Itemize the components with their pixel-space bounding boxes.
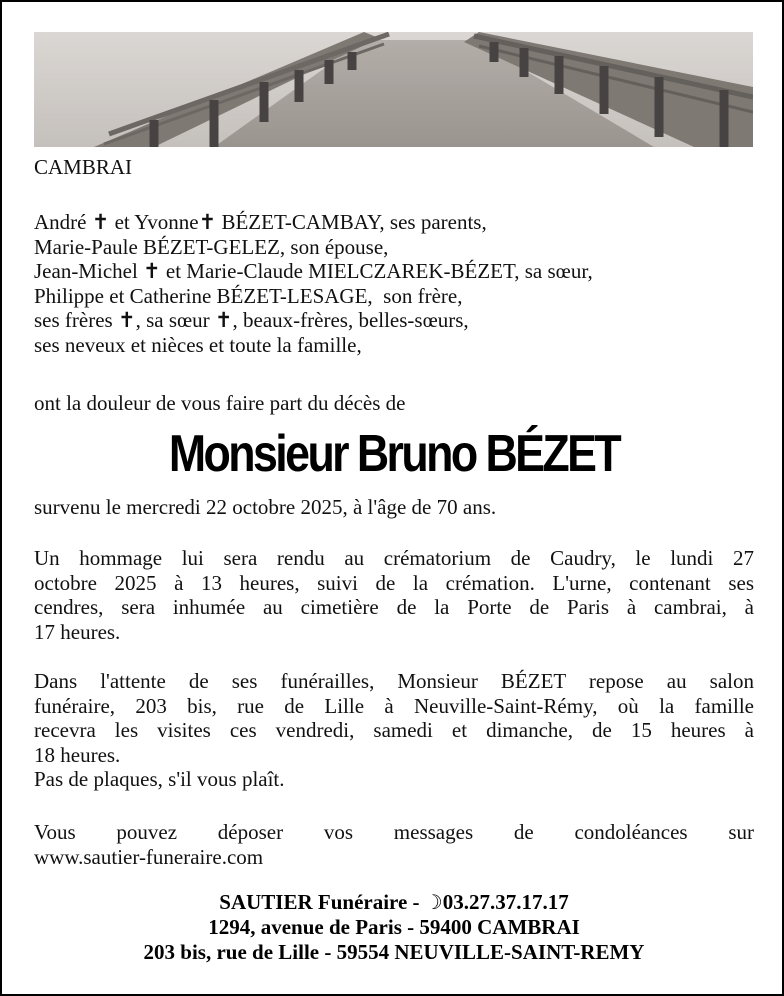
city-heading	[34, 155, 754, 180]
bridge-image	[34, 32, 753, 147]
no-plaques-text: Pas de plaques, s'il vous plaît.	[34, 767, 285, 791]
header-photo-bridge	[34, 32, 753, 147]
ceremony-line: 17 heures.	[34, 619, 121, 644]
deceased-name: Monsieur Bruno BÉZET	[168, 425, 620, 483]
condolences-paragraph	[34, 820, 754, 869]
funeral-home-name: SAUTIER Funéraire -	[219, 890, 425, 914]
family-list	[34, 210, 754, 357]
death-date-text: survenu le mercredi 22 octobre 2025, à l'âge de 70 ans.	[34, 495, 497, 519]
family-line-parents: André ✝ et Yvonne✝ BÉZET-CAMBAY, ses parents,	[34, 210, 487, 234]
visitation-line: Dans l'attente de ses funérailles, Monsieur BÉZET repose au salon	[34, 669, 754, 693]
phone-icon: ☽	[424, 890, 443, 914]
visitation-paragraph	[34, 669, 754, 792]
cross-icon: ✝	[214, 308, 233, 332]
family-line-relatives: ses neveux et nièces et toute la famille,	[34, 332, 362, 357]
death-date	[34, 495, 754, 520]
condolences-line: Vous pouvez déposer vos messages de condoléances sur	[34, 820, 754, 844]
cross-icon: ✝	[91, 210, 110, 234]
family-line-sister: Jean-Michel ✝ et Marie-Claude MIELCZAREK-BÉZET, sa sœur,	[34, 259, 593, 283]
announcement	[34, 391, 754, 416]
city-name: CAMBRAI	[34, 155, 133, 179]
cross-icon: ✝	[117, 308, 136, 332]
family-line-spouse: Marie-Paule BÉZET-GELEZ, son épouse,	[34, 234, 389, 259]
ceremony-paragraph	[34, 546, 754, 644]
visitation-line: recevra les visites ces vendredi, samedi et dimanche, de 15 heures à	[34, 718, 754, 742]
cross-icon: ✝	[198, 210, 217, 234]
website-link[interactable]: www.sautier-funeraire.com	[34, 844, 264, 869]
ceremony-line: Un hommage lui sera rendu au crématorium de Caudry, le lundi 27	[34, 546, 754, 570]
ceremony-line: octobre 2025 à 13 heures, suivi de la crémation. L'urne, contenant ses	[34, 570, 754, 595]
funeral-home-block	[2, 890, 784, 965]
family-line-brother: Philippe et Catherine BÉZET-LESAGE, son frère,	[34, 283, 463, 308]
funeral-home-contact	[2, 890, 784, 915]
family-line-siblings: ses frères ✝, sa sœur ✝, beaux-frères, belles-sœurs,	[34, 308, 469, 332]
announcement-text: ont la douleur de vous faire part du décès de	[34, 391, 406, 415]
funeral-home-phone[interactable]: 03.27.37.17.17	[442, 890, 569, 914]
visitation-line: funéraire, 203 bis, rue de Lille à Neuville-Saint-Rémy, où la famille	[34, 693, 754, 718]
funeral-home-address-2: 203 bis, rue de Lille - 59554 NEUVILLE-SAINT-REMY	[143, 940, 645, 964]
funeral-home-address-1: 1294, avenue de Paris - 59400 CAMBRAI	[208, 915, 580, 939]
cross-icon: ✝	[143, 259, 161, 283]
ceremony-line: cendres, sera inhumée au cimetière de la Porte de Paris à cambrai, à	[34, 595, 754, 619]
visitation-line: 18 heures.	[34, 742, 121, 767]
